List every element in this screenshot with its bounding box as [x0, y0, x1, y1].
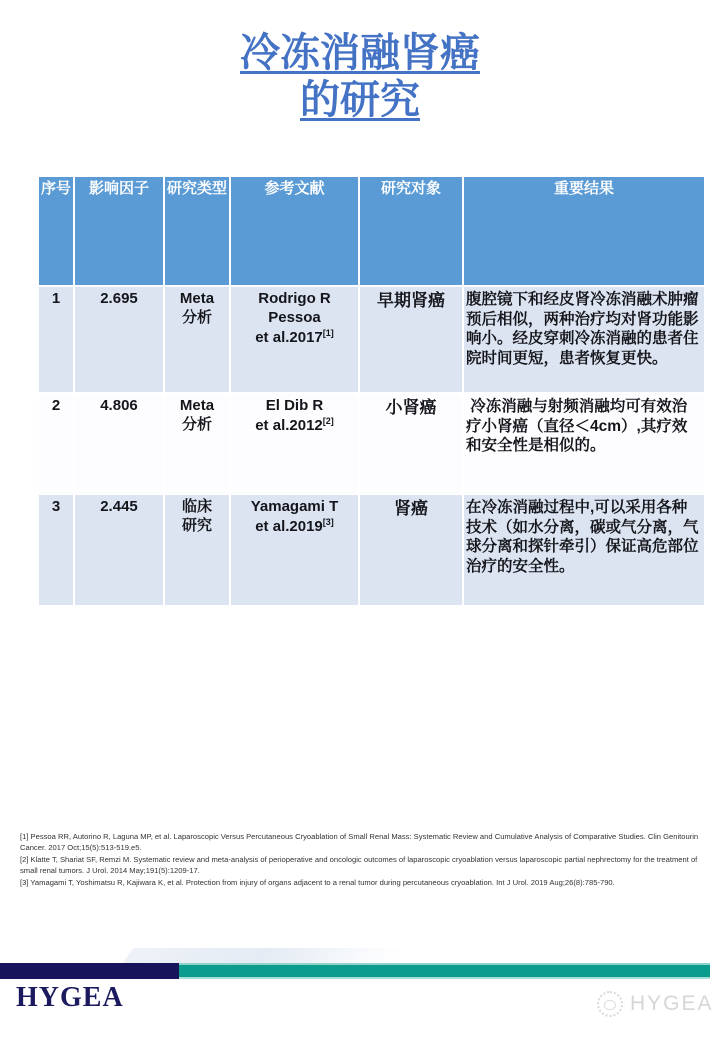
cell-no: 1: [39, 287, 73, 392]
footnote-list: [20, 831, 704, 888]
cell-impact-factor: 2.445: [75, 495, 163, 605]
hygea-watermark: [597, 991, 714, 1017]
study-table: [37, 175, 706, 607]
col-header-impact: 影响因子: [75, 177, 163, 285]
cell-subject: 肾癌: [360, 495, 462, 605]
cell-study-type: [165, 287, 229, 392]
reference-footnote-marker: [1]: [322, 327, 334, 338]
reference-authors: El Dib R: [265, 397, 324, 414]
study-table-container: [37, 175, 699, 607]
study-type-line1: Meta: [179, 397, 215, 414]
cell-key-result: 腹腔镜下和经皮肾冷冻消融术肿瘤预后相似，两种治疗均对肾功能影响小。经皮穿刺冷冻消融的患者住院时间更短，患者恢复更快。: [464, 287, 704, 392]
page-title-line1: 冷冻消融肾癌: [240, 31, 480, 75]
study-type-line2: 分析: [181, 415, 212, 433]
footnote-3: [3] Yamagami T, Yoshimatsu R, Kajiwara K, et al. Protection from injury of organs adjacent to a renal tumor during percutaneous cryoablation. Int J Urol. 2019 Aug;26(8):785-790.: [20, 877, 615, 887]
cell-no: 2: [39, 394, 73, 493]
table-header-row: [39, 177, 704, 285]
hygea-logo-text: HYGEA: [16, 982, 124, 1013]
study-type-line2: 分析: [181, 308, 212, 326]
page-title: [0, 30, 720, 124]
table-row: [39, 287, 704, 392]
col-header-reference: 参考文献: [231, 177, 358, 285]
cell-subject: 早期肾癌: [360, 287, 462, 392]
cell-reference: [231, 394, 358, 493]
cell-key-result: 冷冻消融与射频消融均可有效治疗小肾癌（直径＜4cm）,其疗效和安全性是相似的。: [464, 394, 704, 493]
page-title-line2: 的研究: [300, 78, 420, 123]
col-header-subject: 研究对象: [360, 177, 462, 285]
reference-authors: Yamagami T: [250, 498, 339, 515]
reference-footnote-marker: [3]: [322, 516, 334, 527]
study-type-line1: Meta: [179, 290, 215, 307]
reference-etal: et al.2012: [255, 416, 323, 434]
table-row: [39, 394, 704, 493]
cell-study-type: [165, 394, 229, 493]
col-header-type: 研究类型: [165, 177, 229, 285]
cell-reference: [231, 495, 358, 605]
cell-subject: 小肾癌: [360, 394, 462, 493]
footer-bar-navy: [0, 963, 179, 979]
footnote-2: [2] Klatte T, Shariat SF, Remzi M. Systematic review and meta-analysis of perioperative and oncologic outcomes of laparoscopic cryoablation versus laparoscopic partial nephrectomy for the treatment of small renal tumors. J Urol. 2014 May;191(5):1209-17.: [20, 854, 698, 876]
study-type-line2: 研究: [181, 516, 212, 534]
reference-footnote-marker: [2]: [322, 415, 334, 426]
hygea-stamp-icon: [597, 991, 623, 1017]
cell-reference: [231, 287, 358, 392]
table-row: [39, 495, 704, 605]
cell-no: 3: [39, 495, 73, 605]
footnote-1: [1] Pessoa RR, Autorino R, Laguna MP, et al. Laparoscopic Versus Percutaneous Cryoablation of Small Renal Mass: Systematic Review and Cumulative Analysis of Comparative Studies. Clin Genitourin Cancer. 2017 Oct;15(5):513-519.e5.: [20, 832, 699, 853]
col-header-result: 重要结果: [464, 177, 704, 285]
watermark-label: HYGEA: [630, 992, 714, 1015]
reference-authors: Rodrigo R Pessoa: [258, 290, 331, 326]
cell-impact-factor: 4.806: [75, 394, 163, 493]
col-header-no: 序号: [39, 177, 73, 285]
cell-study-type: [165, 495, 229, 605]
reference-etal: et al.2017: [255, 328, 323, 346]
cell-impact-factor: 2.695: [75, 287, 163, 392]
footer-swoosh-decoration: [123, 948, 434, 963]
footer-bar-teal: [179, 963, 710, 979]
reference-etal: et al.2019: [255, 517, 323, 535]
cell-key-result: 在冷冻消融过程中,可以采用各种技术（如水分离，碳或气分离，气球分离和探针牵引）保证高危部位治疗的安全性。: [464, 495, 704, 605]
study-type-line1: 临床: [181, 498, 212, 515]
